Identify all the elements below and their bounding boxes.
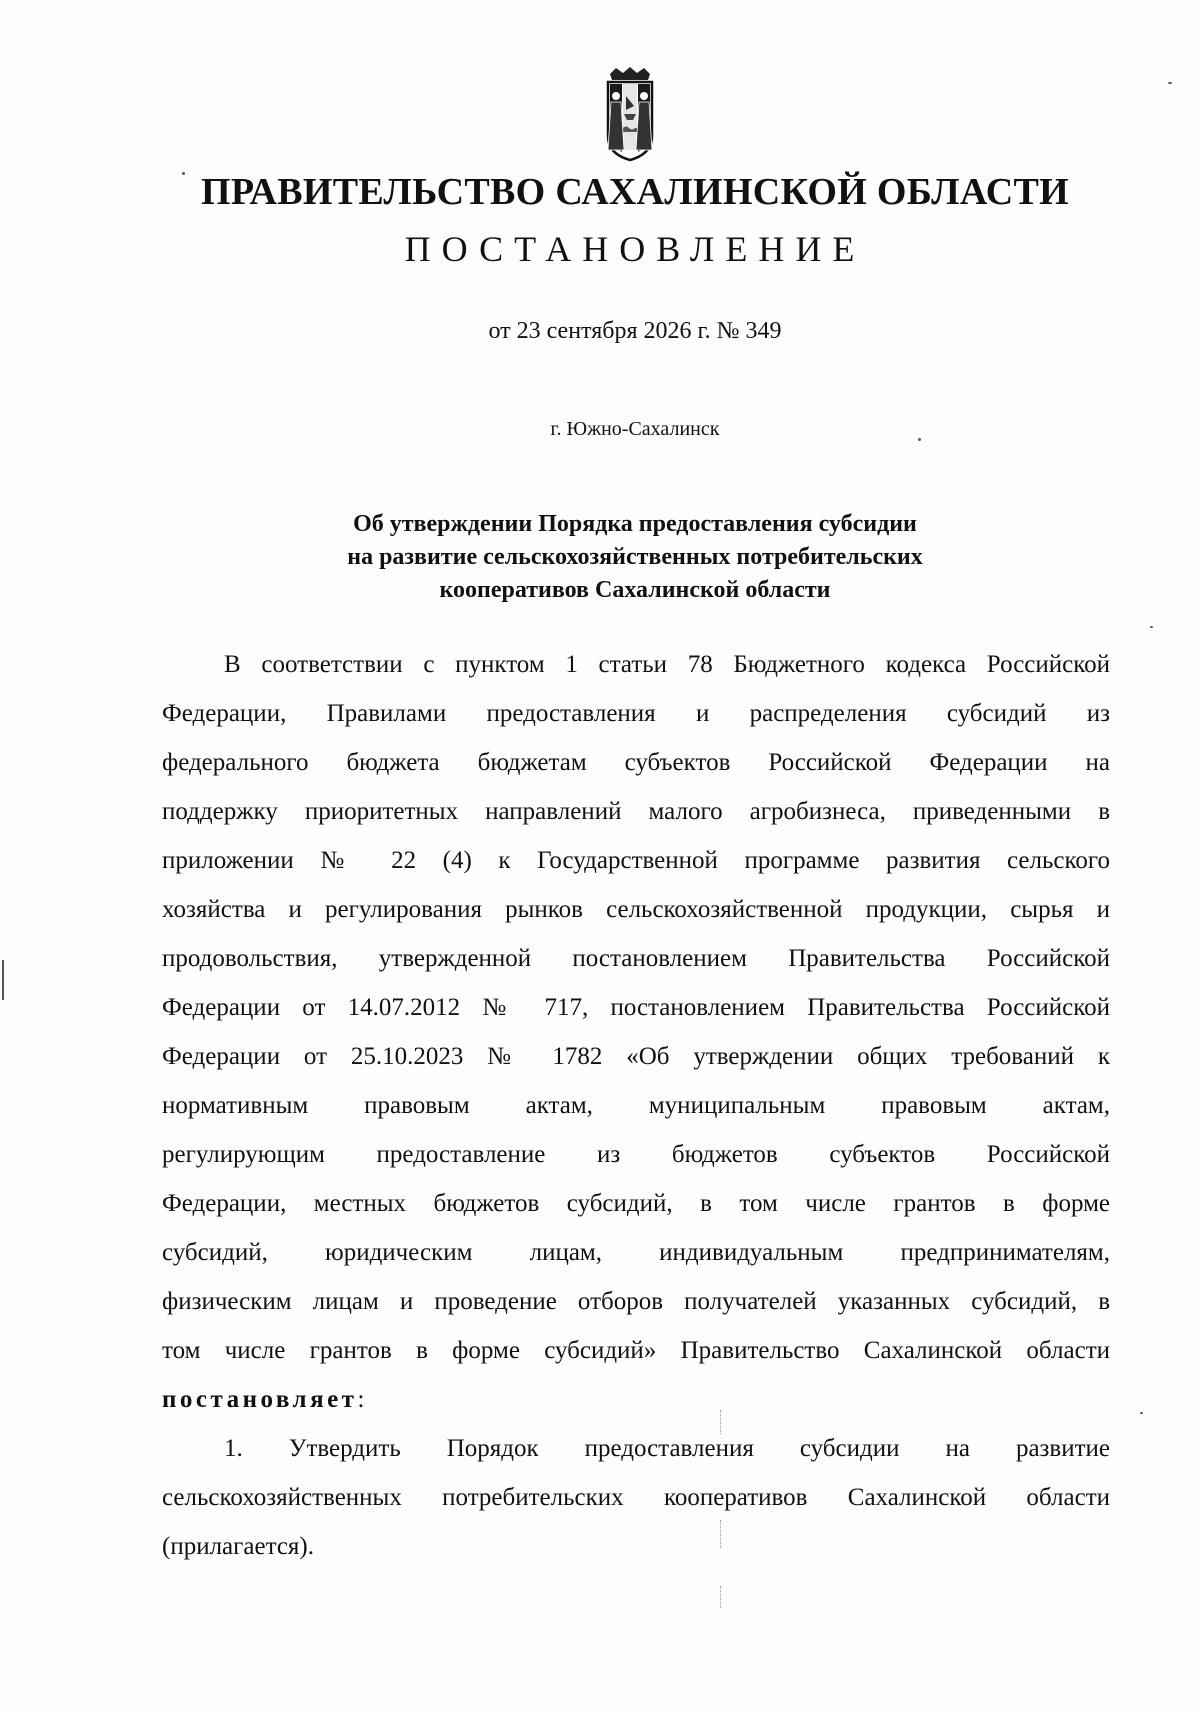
item-line: 1. Утвердить Порядок предоставления субсидии на развитие: [224, 1435, 1110, 1462]
subject-line: Об утверждении Порядка предоставления субсидии: [353, 511, 917, 537]
scan-speck: [2, 960, 4, 1000]
resolves-keyword: постановляет: [162, 1386, 358, 1413]
sakhalin-coat-of-arms-icon: [596, 66, 664, 162]
body-line: Федерации от 14.07.2012 № 717, постановлением Правительства Российской: [162, 994, 1110, 1021]
body-line: хозяйства и регулирования рынков сельскохозяйственной продукции, сырья и: [162, 896, 1110, 923]
document-type: ПОСТАНОВЛЕНИЕ: [404, 229, 866, 269]
scan-speck: [918, 438, 921, 441]
body-line: физическим лицам и проведение отборов получателей указанных субсидий, в: [162, 1288, 1110, 1315]
body-line: нормативным правовым актам, муниципальным правовым актам,: [162, 1092, 1110, 1119]
document-date-number: от 23 сентября 2026 г. № 349: [488, 318, 782, 344]
body-line: В соответствии с пунктом 1 статьи 78 Бюджетного кодекса Российской: [224, 651, 1110, 678]
fold-mark: [720, 1586, 722, 1608]
body-line: приложении № 22 (4) к Государственной программе развития сельского: [162, 847, 1110, 874]
resolves-colon: :: [357, 1386, 365, 1413]
resolves-line: [162, 1375, 1110, 1424]
scan-speck: [1150, 626, 1153, 628]
document-body: [162, 640, 1110, 1571]
scan-speck: [1140, 1412, 1143, 1414]
fold-mark: [720, 1410, 722, 1434]
body-line: том числе грантов в форме субсидий» Правительство Сахалинской области: [162, 1337, 1110, 1364]
document-subject: [240, 508, 1030, 607]
subject-line: кооперативов Сахалинской области: [439, 577, 831, 603]
body-line: федерального бюджета бюджетам субъектов Российской Федерации на: [162, 749, 1110, 776]
item-line: сельскохозяйственных потребительских кооперативов Сахалинской области: [162, 1484, 1110, 1511]
scan-speck: [182, 172, 185, 175]
government-title: ПРАВИТЕЛЬСТВО САХАЛИНСКОЙ ОБЛАСТИ: [201, 171, 1069, 213]
body-line: Федерации, Правилами предоставления и распределения субсидий из: [162, 700, 1110, 727]
item-line: (прилагается).: [162, 1533, 315, 1560]
body-line: регулирующим предоставление из бюджетов субъектов Российской: [162, 1141, 1110, 1168]
subject-line: на развитие сельскохозяйственных потребительских: [347, 544, 923, 570]
fold-mark: [720, 1520, 722, 1548]
body-line: Федерации от 25.10.2023 № 1782 «Об утверждении общих требований к: [162, 1043, 1110, 1070]
document-city: г. Южно-Сахалинск: [550, 418, 720, 440]
body-line: Федерации, местных бюджетов субсидий, в том числе грантов в форме: [162, 1190, 1110, 1217]
scan-speck: [1168, 82, 1172, 84]
body-line: продовольствия, утвержденной постановлением Правительства Российской: [162, 945, 1110, 972]
body-line: субсидий, юридическим лицам, индивидуальным предпринимателям,: [162, 1239, 1110, 1266]
body-line: поддержку приоритетных направлений малого агробизнеса, приведенными в: [162, 798, 1110, 825]
